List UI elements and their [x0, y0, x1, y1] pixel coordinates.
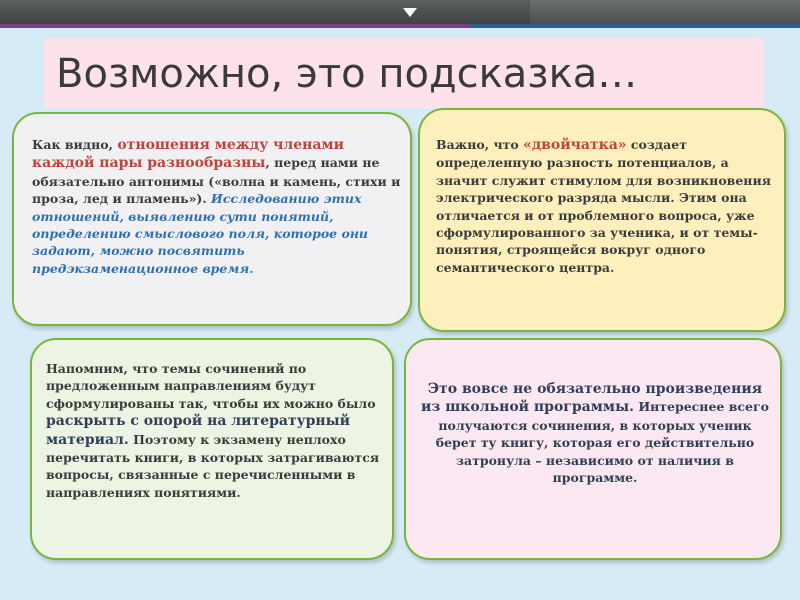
card-relations-text: [32, 136, 404, 277]
card-relations-middle: , перед нами не обязательно антонимы («волна и камень, стихи и проза, лед и пламень»).: [32, 155, 401, 207]
card-relations-italic: Исследованию этих отношений, выявлению сути понятий, определению смыслового поля, которое они задают, можно посвятить предэкзаменационное время.: [32, 191, 369, 276]
card-not-school: [404, 338, 782, 560]
card-dvoychatka-text: [436, 136, 780, 276]
card-relations-highlight: отношения между членами каждой пары разнообразны: [32, 137, 344, 172]
card-reminder: [30, 338, 394, 560]
card-dvoychatka-body: создает определенную разность потенциалов, а значит служит стимулом для возникновения электрического разряда мысли. Этим она отличается и от проблемного вопроса, уже сформулированного за ученика, и от темы-понятия, строящейся вокруг одного семантического центра.: [436, 137, 771, 275]
accent-stripe-blue: [470, 24, 800, 28]
slide-title: Возможно, это подсказка…: [56, 51, 638, 97]
card-reminder-highlight: раскрыть с опорой на литературный материал.: [46, 413, 351, 448]
card-not-school-highlight: не обязательно произведения из школьной программы.: [421, 381, 763, 416]
top-bar-accent: [530, 0, 800, 24]
scroll-arrow-icon: [403, 8, 417, 17]
card-reminder-intro: Напомним, что темы сочинений по предложенным направлениям будут сформулированы так, чтобы их можно было: [46, 361, 376, 411]
card-dvoychatka-highlight: «двойчатка»: [523, 137, 627, 153]
card-relations: [12, 112, 412, 326]
card-reminder-text: [46, 360, 386, 501]
card-not-school-intro: Это вовсе: [427, 381, 514, 397]
card-dvoychatka-intro: Важно, что: [436, 137, 524, 152]
card-not-school-body: Интереснее всего получаются сочинения, в которых ученик берет ту книгу, которая его действительно затронула – независимо от наличия в программе.: [435, 399, 769, 486]
card-reminder-body: Поэтому к экзамену неплохо перечитать книги, в которых затрагиваются вопросы, связанные с перечисленными в направлениях понятиями.: [46, 431, 380, 500]
card-not-school-text: [418, 380, 772, 486]
card-relations-intro: Как видно,: [32, 137, 118, 152]
card-dvoychatka: [418, 108, 786, 332]
